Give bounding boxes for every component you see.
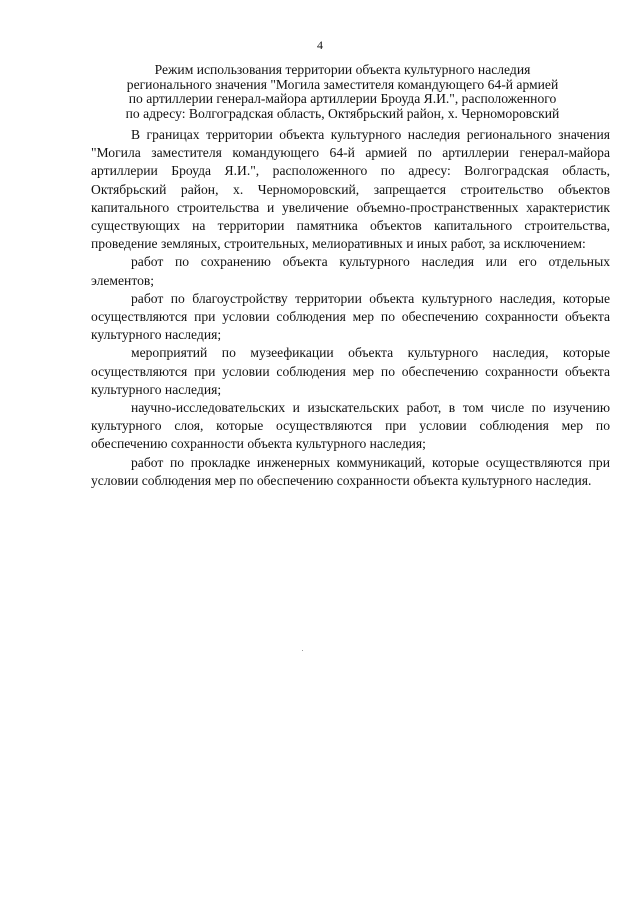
document-body xyxy=(91,126,610,490)
body-paragraph-museumification: мероприятий по музеефикации объекта культурного наследия, которые осуществляются при условии соблюдения мер по обеспечению сохранности объекта культурного наследия; xyxy=(91,345,610,397)
heading-line-4: по адресу: Волгоградская область, Октябрьский район, х. Черноморовский xyxy=(125,105,560,121)
heading-line-3: по артиллерии генерал-майора артиллерии Броуда Я.И.", расположенного xyxy=(128,91,557,106)
heading-line-1: Режим использования территории объекта культурного наследия xyxy=(154,62,531,77)
scan-dot-mark xyxy=(302,650,303,651)
body-paragraph-intro: В границах территории объекта культурного наследия регионального значения "Могила заместителя командующего 64-й армией по артиллерии генерал-майора артиллерии Броуда Я.И.", расположенного по адресу: Волгоградская область, Октябрьский район, х. Черноморовский, запрещается строительство объектов капитального строительства и увеличение объемно-пространственных характеристик существующих на территории памятника объектов капитального строительства, проведение земляных, строительных, мелиоративных и иных работ, за исключением: xyxy=(91,127,610,252)
body-paragraph-preservation-works: работ по сохранению объекта культурного наследия или его отдельных элементов; xyxy=(91,254,610,288)
document-heading xyxy=(95,63,590,121)
body-paragraph-landscaping-works: работ по благоустройству территории объекта культурного наследия, которые осуществляются при условии соблюдения мер по обеспечению сохранности объекта культурного наследия; xyxy=(91,290,610,343)
body-paragraph-research-works: научно-исследовательских и изыскательских работ, в том числе по изучению культурного слоя, которые осуществляются при условии соблюдения мер по обеспечению сохранности объекта культурного наследия; xyxy=(91,400,610,452)
heading-line-2: регионального значения "Могила заместителя командующего 64-й армией xyxy=(126,76,559,92)
page-number: 4 xyxy=(317,38,323,52)
body-paragraph-utility-works: работ по прокладке инженерных коммуникаций, которые осуществляются при условии соблюдения мер по обеспечению сохранности объекта культурного наследия. xyxy=(91,454,610,488)
